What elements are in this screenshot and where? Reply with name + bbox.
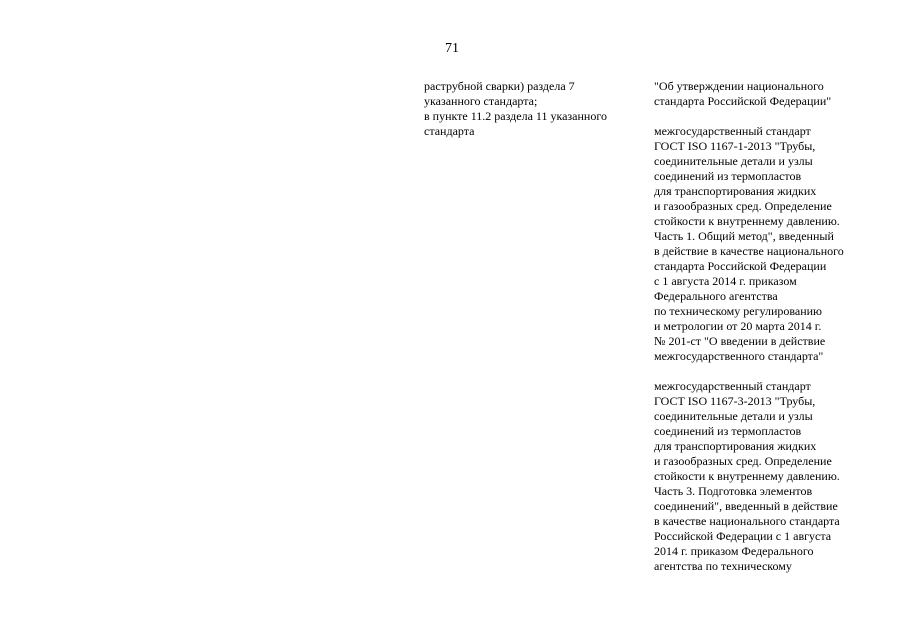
text-line: Часть 3. Подготовка элементов [654, 484, 813, 498]
text-line: и газообразных сред. Определение [654, 454, 832, 468]
text-line: Федерального агентства [654, 289, 778, 303]
text-line: в пункте 11.2 раздела 11 указанного [424, 109, 607, 123]
text-line: ГОСТ ISO 1167-1-2013 "Трубы, [654, 139, 816, 153]
right-column [654, 79, 899, 574]
text-line: межгосударственный стандарт [654, 124, 811, 138]
text-line: Часть 1. Общий метод", введенный [654, 229, 834, 243]
right-text-block-2 [654, 124, 899, 364]
text-line: соединений", введенный в действие [654, 499, 838, 513]
text-line: в качестве национального стандарта [654, 514, 840, 528]
text-line: для транспортирования жидких [654, 439, 817, 453]
text-line: агентства по техническому [654, 559, 792, 573]
text-line: стандарта Российской Федерации [654, 259, 827, 273]
text-line: стойкости к внутреннему давлению. [654, 214, 840, 228]
text-line: соединений из термопластов [654, 169, 802, 183]
text-line: 2014 г. приказом Федерального [654, 544, 814, 558]
left-text-block [424, 79, 639, 139]
text-line: межгосударственный стандарт [654, 379, 811, 393]
text-line: "Об утверждении национального [654, 79, 824, 93]
text-line: № 201-ст "О введении в действие [654, 334, 826, 348]
left-column [424, 79, 639, 139]
text-line: соединительные детали и узлы [654, 154, 813, 168]
text-line: Российской Федерации с 1 августа [654, 529, 832, 543]
text-line: для транспортирования жидких [654, 184, 817, 198]
text-line: ГОСТ ISO 1167-3-2013 "Трубы, [654, 394, 816, 408]
text-line: стойкости к внутреннему давлению. [654, 469, 840, 483]
right-text-block-3 [654, 379, 899, 574]
page-number: 71 [445, 41, 459, 56]
text-line: указанного стандарта; [424, 94, 538, 108]
right-text-block-1 [654, 79, 899, 109]
text-line: стандарта [424, 124, 475, 138]
text-line: и метрологии от 20 марта 2014 г. [654, 319, 822, 333]
text-line: соединений из термопластов [654, 424, 802, 438]
text-line: и газообразных сред. Определение [654, 199, 832, 213]
text-line: по техническому регулированию [654, 304, 823, 318]
text-line: межгосударственного стандарта" [654, 349, 824, 363]
text-line: стандарта Российской Федерации" [654, 94, 832, 108]
text-line: с 1 августа 2014 г. приказом [654, 274, 797, 288]
text-line: раструбной сварки) раздела 7 [424, 79, 575, 93]
text-line: в действие в качестве национального [654, 244, 844, 258]
text-line: соединительные детали и узлы [654, 409, 813, 423]
